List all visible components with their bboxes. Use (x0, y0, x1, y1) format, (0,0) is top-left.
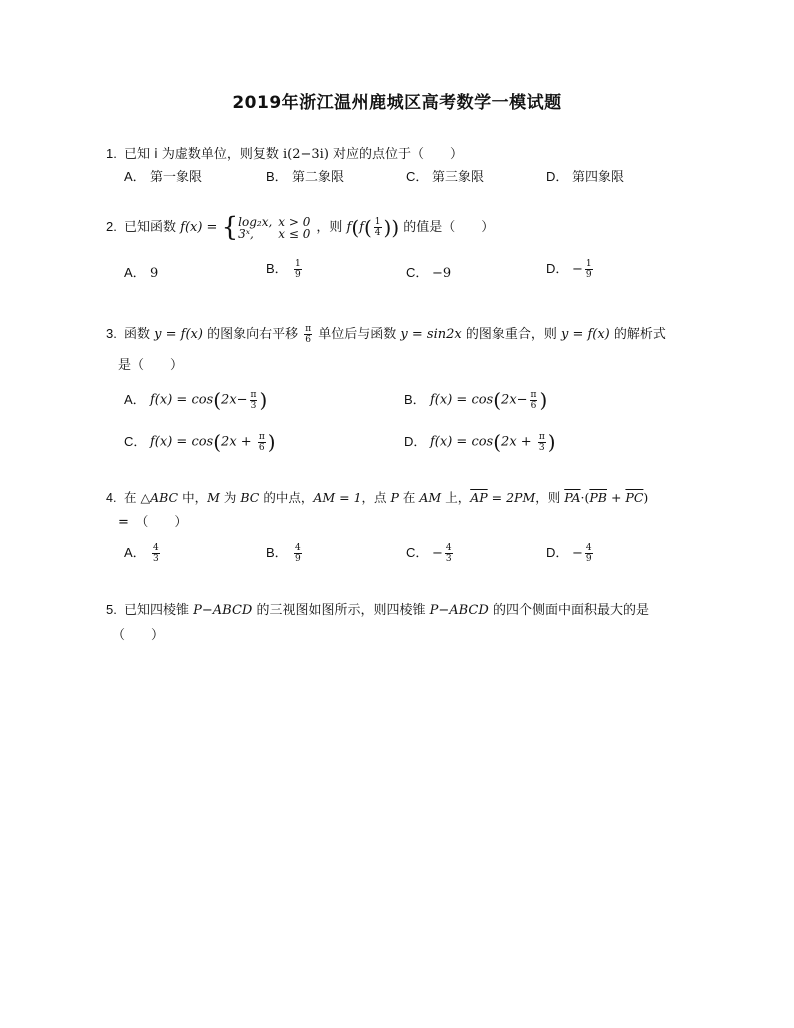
question-number: 3. (106, 326, 117, 341)
fraction (304, 324, 312, 345)
denominator: 3 (445, 554, 452, 564)
case-expr: 3ˣ, (238, 226, 254, 241)
paren: ) (547, 430, 556, 454)
option-label: A． (124, 391, 146, 407)
page-title: 2019年浙江温州鹿城区高考数学一模试题 (232, 93, 562, 113)
denominator: 4 (374, 228, 381, 238)
fraction (445, 543, 453, 564)
option-arg: 2x + (221, 434, 256, 450)
paren: ) (267, 430, 276, 454)
question-5-line-2 (112, 626, 722, 646)
option-label: D． (546, 261, 569, 276)
fraction (250, 390, 258, 411)
question-3-line-2 (118, 356, 728, 376)
option-d (404, 430, 556, 454)
question-text: 的中点， (259, 490, 314, 505)
paren: ( (351, 215, 360, 240)
option-lhs: f(x) = cos (430, 434, 494, 450)
paren: ( (493, 388, 502, 412)
fraction (585, 259, 593, 280)
numerator: π (305, 324, 312, 334)
option-text: 第一象限 (150, 170, 203, 185)
question-text: 的四个侧面中面积最大的是 (488, 603, 649, 618)
option-label: C． (406, 545, 429, 560)
question-text: 是（ ） (118, 358, 184, 373)
question-text: 对应的点位于（ ） (328, 147, 464, 162)
option-lhs: f(x) = cos (150, 434, 214, 450)
denominator: 6 (530, 400, 537, 411)
math-expression: y = f(x) (154, 327, 203, 342)
numerator: π (538, 431, 545, 442)
vector-pc: $\overline{PC}$ (625, 490, 644, 505)
question-number: 5. (106, 602, 117, 617)
option-a (124, 166, 202, 185)
numerator: 1 (585, 259, 592, 269)
option-a (124, 388, 267, 412)
vector-ap: $\overline{AP}$ (470, 490, 488, 505)
math-expression: ) (643, 490, 649, 505)
question-4 (106, 488, 706, 508)
question-text: 在 (398, 490, 420, 505)
option-a (124, 262, 158, 281)
question-text: 已知函数 (124, 220, 181, 235)
denominator: 9 (585, 554, 592, 564)
question-1 (106, 144, 716, 165)
option-text: 第四象限 (572, 170, 625, 185)
piecewise-brace: { (221, 212, 239, 243)
option-label: C． (406, 169, 429, 184)
option-arg: 2x− (221, 392, 248, 408)
option-label: B． (266, 545, 288, 560)
question-number: 4. (106, 491, 117, 505)
option-text: 9 (150, 266, 159, 281)
option-d (546, 258, 595, 280)
option-sign: − (432, 546, 443, 561)
option-b (266, 542, 304, 564)
numerator: 4 (585, 543, 592, 553)
paren: ) (391, 215, 400, 240)
option-c (406, 262, 451, 281)
option-sign: − (572, 546, 583, 561)
option-c (124, 430, 276, 454)
option-label: C． (124, 433, 147, 449)
option-b (266, 166, 344, 185)
question-text: ，则 (316, 220, 347, 235)
question-text: 的值是（ ） (399, 220, 495, 235)
paren: ) (259, 388, 268, 412)
question-text: ，点 (361, 490, 391, 505)
question-text: 的三视图如图所示，则四棱锥 (252, 603, 430, 618)
question-text: 已知 i 为虚数单位，则复数 (124, 147, 284, 162)
paren: ) (383, 215, 392, 240)
fraction (374, 217, 382, 238)
question-text: ，则 (535, 490, 565, 505)
question-text: 的解析式 (609, 327, 666, 342)
paren: ) (539, 388, 548, 412)
option-c (406, 542, 455, 564)
question-text: 为 (219, 490, 241, 505)
question-number: 2. (106, 219, 117, 234)
option-a (124, 542, 162, 564)
math-expression: △ABC (140, 490, 179, 505)
denominator: 9 (295, 270, 301, 280)
fraction (530, 390, 538, 411)
vector-pa: $\overline{PA}$ (564, 490, 581, 505)
question-text: 在 (124, 490, 141, 505)
option-sign: − (572, 262, 583, 277)
math-expression: = 2PM (487, 490, 536, 505)
option-label: D． (546, 169, 569, 184)
fraction (258, 432, 266, 453)
math-expression: P−ABCD (193, 603, 253, 618)
option-b (266, 258, 304, 280)
question-text: 已知四棱锥 (124, 603, 194, 618)
math-f: f (346, 220, 352, 235)
question-2 (106, 212, 716, 243)
math-expression: i(2−3i) (283, 147, 329, 162)
numerator: 4 (445, 543, 452, 553)
question-text: 单位后与函数 (314, 327, 401, 342)
question-text: 上， (441, 490, 471, 505)
option-label: D． (404, 433, 427, 449)
option-lhs: f(x) = cos (430, 392, 494, 408)
option-label: B． (266, 169, 288, 184)
math-expression: AM = 1 (313, 490, 362, 505)
question-5 (106, 600, 706, 621)
fraction (152, 543, 160, 564)
option-label: C． (406, 265, 429, 280)
denominator: 3 (250, 400, 257, 411)
paren: ( (213, 388, 222, 412)
question-number: 1. (106, 146, 117, 161)
fraction (538, 432, 546, 453)
option-c (406, 166, 484, 185)
option-d (546, 542, 595, 564)
numerator: π (530, 389, 537, 400)
math-expression: BC (240, 490, 260, 505)
vector-pb: $\overline{PB}$ (589, 490, 607, 505)
fraction (294, 259, 302, 280)
option-text: −9 (432, 266, 452, 281)
math-expression: f(x) = (180, 220, 222, 235)
case-condition: x > 0 (278, 214, 311, 229)
option-lhs: f(x) = cos (150, 392, 214, 408)
option-arg: 2x− (501, 392, 528, 408)
option-arg: 2x + (501, 434, 536, 450)
piecewise-cases (238, 216, 316, 240)
option-b (404, 388, 547, 412)
math-f: f (359, 220, 364, 235)
case-condition: x ≤ 0 (278, 226, 311, 241)
question-4-line-2 (118, 513, 728, 533)
option-text: 第三象限 (432, 170, 485, 185)
numerator: π (250, 389, 257, 400)
denominator: 3 (538, 442, 545, 453)
numerator: 4 (153, 543, 159, 553)
fraction (294, 543, 302, 564)
option-label: A． (124, 545, 146, 560)
question-text: 的图象重合，则 (461, 327, 561, 342)
option-label: B． (404, 391, 426, 407)
option-label: A． (124, 265, 146, 280)
question-text: = （ ） (118, 515, 188, 530)
numerator: 1 (374, 217, 381, 227)
case-expr: log₂x, (238, 214, 273, 229)
numerator: π (258, 431, 265, 442)
question-3 (106, 324, 706, 345)
math-expression: P (390, 490, 399, 505)
math-expression: P−ABCD (429, 603, 489, 618)
math-expression: AM (419, 490, 442, 505)
paren: ( (213, 430, 222, 454)
denominator: 6 (258, 442, 265, 453)
option-label: D． (546, 545, 569, 560)
question-text: （ ） (112, 628, 165, 643)
denominator: 3 (153, 554, 159, 564)
fraction (585, 543, 593, 564)
denominator: 6 (305, 335, 312, 345)
option-label: B． (266, 261, 288, 276)
paren: ( (493, 430, 502, 454)
math-expression: + (607, 490, 626, 505)
paren: ( (363, 215, 372, 240)
option-label: A． (124, 169, 146, 184)
math-expression: y = f(x) (560, 327, 610, 342)
denominator: 9 (585, 270, 592, 280)
question-text: 的图象向右平移 (202, 327, 303, 342)
option-d (546, 166, 624, 185)
numerator: 4 (295, 543, 301, 553)
denominator: 9 (295, 554, 301, 564)
question-text: 函数 (124, 327, 155, 342)
math-expression: ·( (580, 490, 590, 505)
numerator: 1 (295, 259, 301, 269)
option-text: 第二象限 (292, 170, 345, 185)
math-expression: y = sin2x (400, 327, 462, 342)
math-expression: M (207, 490, 220, 505)
question-text: 中， (178, 490, 208, 505)
